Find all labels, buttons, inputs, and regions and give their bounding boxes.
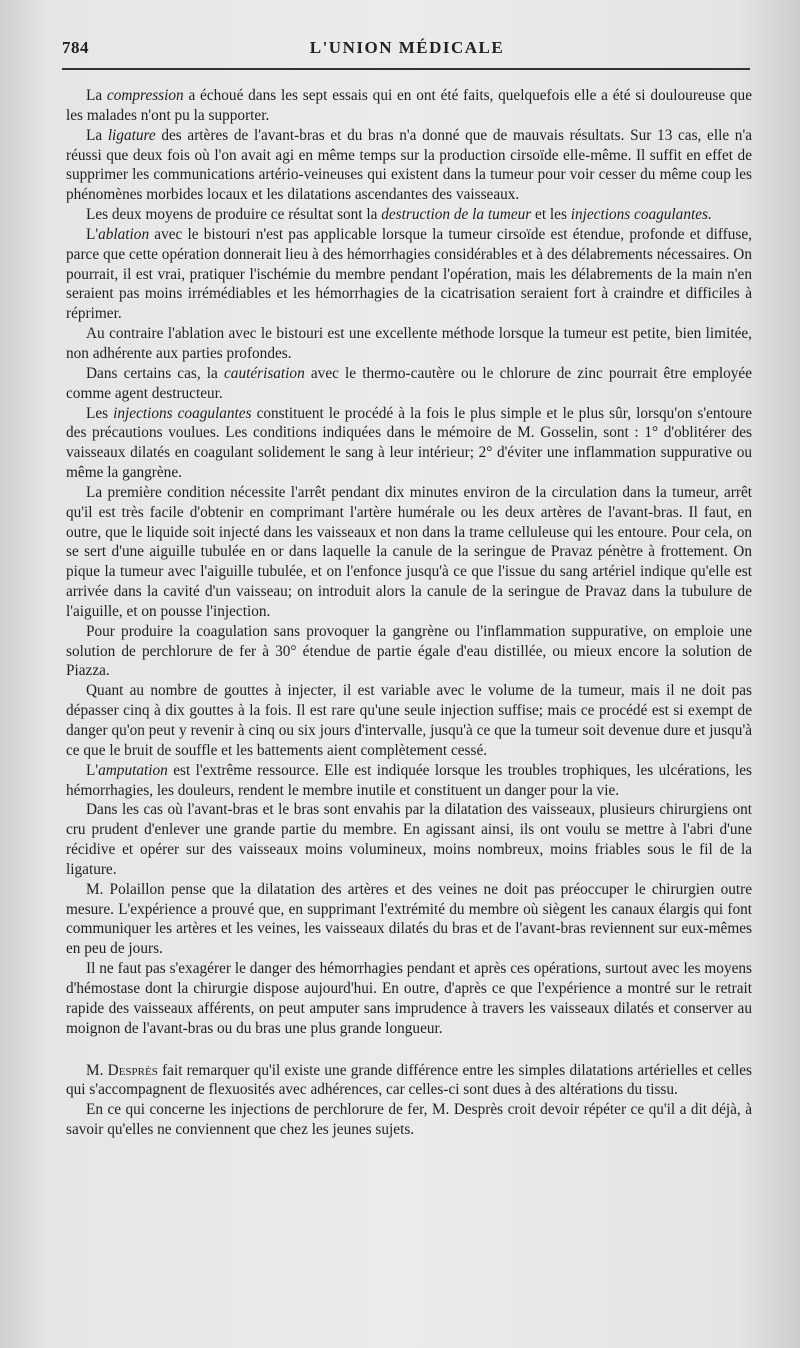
paragraph-hemorrhage-danger: Il ne faut pas s'exagérer le danger des hémorrhagies pendant et après ces opérations, surtout avec les moyens d'hémostase dont la chirurgie dispose aujourd'hui. En outre, d'après ce que l'expérience a montré sur le retrait rapide des vaisseaux afférents, on peut amputer sans imprudence à travers les vaisseaux dilatés et conserver au moignon de l'avant-bras ou du bras une plus grande longueur. — [66, 960, 752, 1037]
paragraph-injections: Les injections coagulantes constituent le procédé à la fois le plus simple et le plus sûr, lorsqu'on s'entoure des précautions voulues. Les conditions indiquées dans le mémoire de M. Gosselin, sont : 1° d'oblitérer des vaisseaux dilatés en coagulant solidement le sang à leur intérieur; 2° d'éviter une inflammation suppurative ou même la gangrène. — [66, 404, 752, 482]
paragraph-ablation-small-tumor: Au contraire l'ablation avec le bistouri est une excellente méthode lorsque la tumeur est petite, bien limitée, non adhérente aux parties profondes. — [66, 325, 752, 362]
paragraph-first-condition: La première condition nécessite l'arrêt pendant dix minutes environ de la circulation dans la tumeur, arrêt qu'il est très facile d'obtenir en comprimant l'artère humérale ou les deux artères de l'avant-bras. Il faut, en outre, que le liquide soit injecté dans les vaisseaux et non dans la trame celluleuse qui les entoure. Pour cela, on se sert d'une aiguille tubulée en or dans laquelle la canule de la seringue de Pravaz pénètre à frottement. On pique la tumeur avec l'aiguille tubulée, et on l'enfonce jusqu'à ce que l'issue du sang artériel indique qu'elle est arrivée dans la cavité d'un vaisseau; on introduit alors la canule de la seringue de Pravaz dans la tubulure de l'aiguille, et on pousse l'injection. — [66, 483, 752, 620]
page-header — [62, 34, 752, 64]
paragraph-cauterisation: Dans certains cas, la cautérisation avec le thermo-cautère ou le chlorure de zinc pourrait être employée comme agent destructeur. — [66, 364, 753, 402]
paragraph-despres-injections: En ce qui concerne les injections de perchlorure de fer, M. Desprès croit devoir répéter ce qu'il a dit déjà, à savoir qu'elles ne conviennent que chez les jeunes sujets. — [66, 1101, 752, 1139]
header-rule — [62, 68, 750, 70]
article-body — [66, 86, 752, 1140]
paragraph-coagulation-solution: Pour produire la coagulation sans provoquer la gangrène ou l'inflammation suppurative, on emploie une solution de perchlorure de fer à 30° étendue de partie égale d'eau distillée, ou mieux encore la solution de Piazza. — [66, 622, 752, 680]
page-number: 784 — [62, 38, 89, 57]
paragraph-ablation: L'ablation avec le bistouri n'est pas applicable lorsque la tumeur cirsoïde est étendue, profonde et diffuse, parce que cette opération donnerait lieu à des hémorrhagies considérables et à des délabrements nécessaires. On pourrait, il est vrai, pratiquer l'ischémie du membre pendant l'opération, mais les délabrements de la main n'en seraient pas moins irrémédiables et les hémorrhagies de la cicatrisation seraient fort à craindre et difficiles à réprimer. — [66, 225, 752, 323]
paragraph-despres-remark: M. Desprès fait remarquer qu'il existe une grande différence entre les simples dilatations artérielles et celles qui s'accompagnent de flexuosités avec adhérences, car celles-ci sont dues à des altérations du tissu. — [66, 1061, 753, 1099]
paragraph-extended-dilatation: Dans les cas où l'avant-bras et le bras sont envahis par la dilatation des vaisseaux, plusieurs chirurgiens ont cru prudent d'enlever une grande partie du membre. En agissant ainsi, ils ont voulu se mettre à l'abri d'une récidive et opérer sur des vaisseaux moins volumineux, moins nombreux, moins friables sous le fil de la ligature. — [66, 801, 752, 878]
paragraph-polaillon: M. Polaillon pense que la dilatation des artères et des veines ne doit pas préoccuper le chirurgien outre mesure. L'expérience a prouvé que, en supprimant l'extrémité du membre où siègent les canaux élargis qui font communiquer les artères et les veines, les vaisseaux dilatés du bras et de l'avant-bras reviennent sur eux-mêmes en peu de jours. — [66, 880, 752, 958]
paragraph-number-of-drops: Quant au nombre de gouttes à injecter, il est variable avec le volume de la tumeur, mais il ne doit pas dépasser cinq à dix gouttes à la fois. Il est rare qu'une seule injection suffise; mais ce procédé est si exempt de danger qu'on peut y revenir à cinq ou six jours d'intervalle, jusqu'à ce que la tumeur soit devenue dure et jusqu'à ce que le bruit de souffle et les battements aient complètement cessé. — [66, 682, 752, 759]
paragraph-ligature: La ligature des artères de l'avant-bras et du bras n'a donné que de mauvais résultats. Sur 13 cas, elle n'a réussi que deux fois où l'on avait agi en même temps sur la production cirsoïde elle-même. Il suffit en effet de supprimer les communications artério-veineuses qui existent dans la tumeur pour voir cesser du même coup les phénomènes morbides locaux et les dilatations ascendantes des vaisseaux. — [66, 126, 752, 204]
paragraph-compression: La compression a échoué dans les sept essais qui en ont été faits, quelquefois elle a été si douloureuse que les malades n'ont pu la supporter. — [66, 87, 752, 124]
running-title: L'UNION MÉDICALE — [309, 38, 505, 57]
paragraph-two-means: Les deux moyens de produire ce résultat sont la destruction de la tumeur et les injections coagulantes. — [86, 206, 712, 224]
paragraph-amputation: L'amputation est l'extrême ressource. Elle est indiquée lorsque les troubles trophiques, les ulcérations, les hémorrhagies, les douleurs, rendent le membre inutile et constituent un danger pour la vie. — [66, 761, 752, 799]
